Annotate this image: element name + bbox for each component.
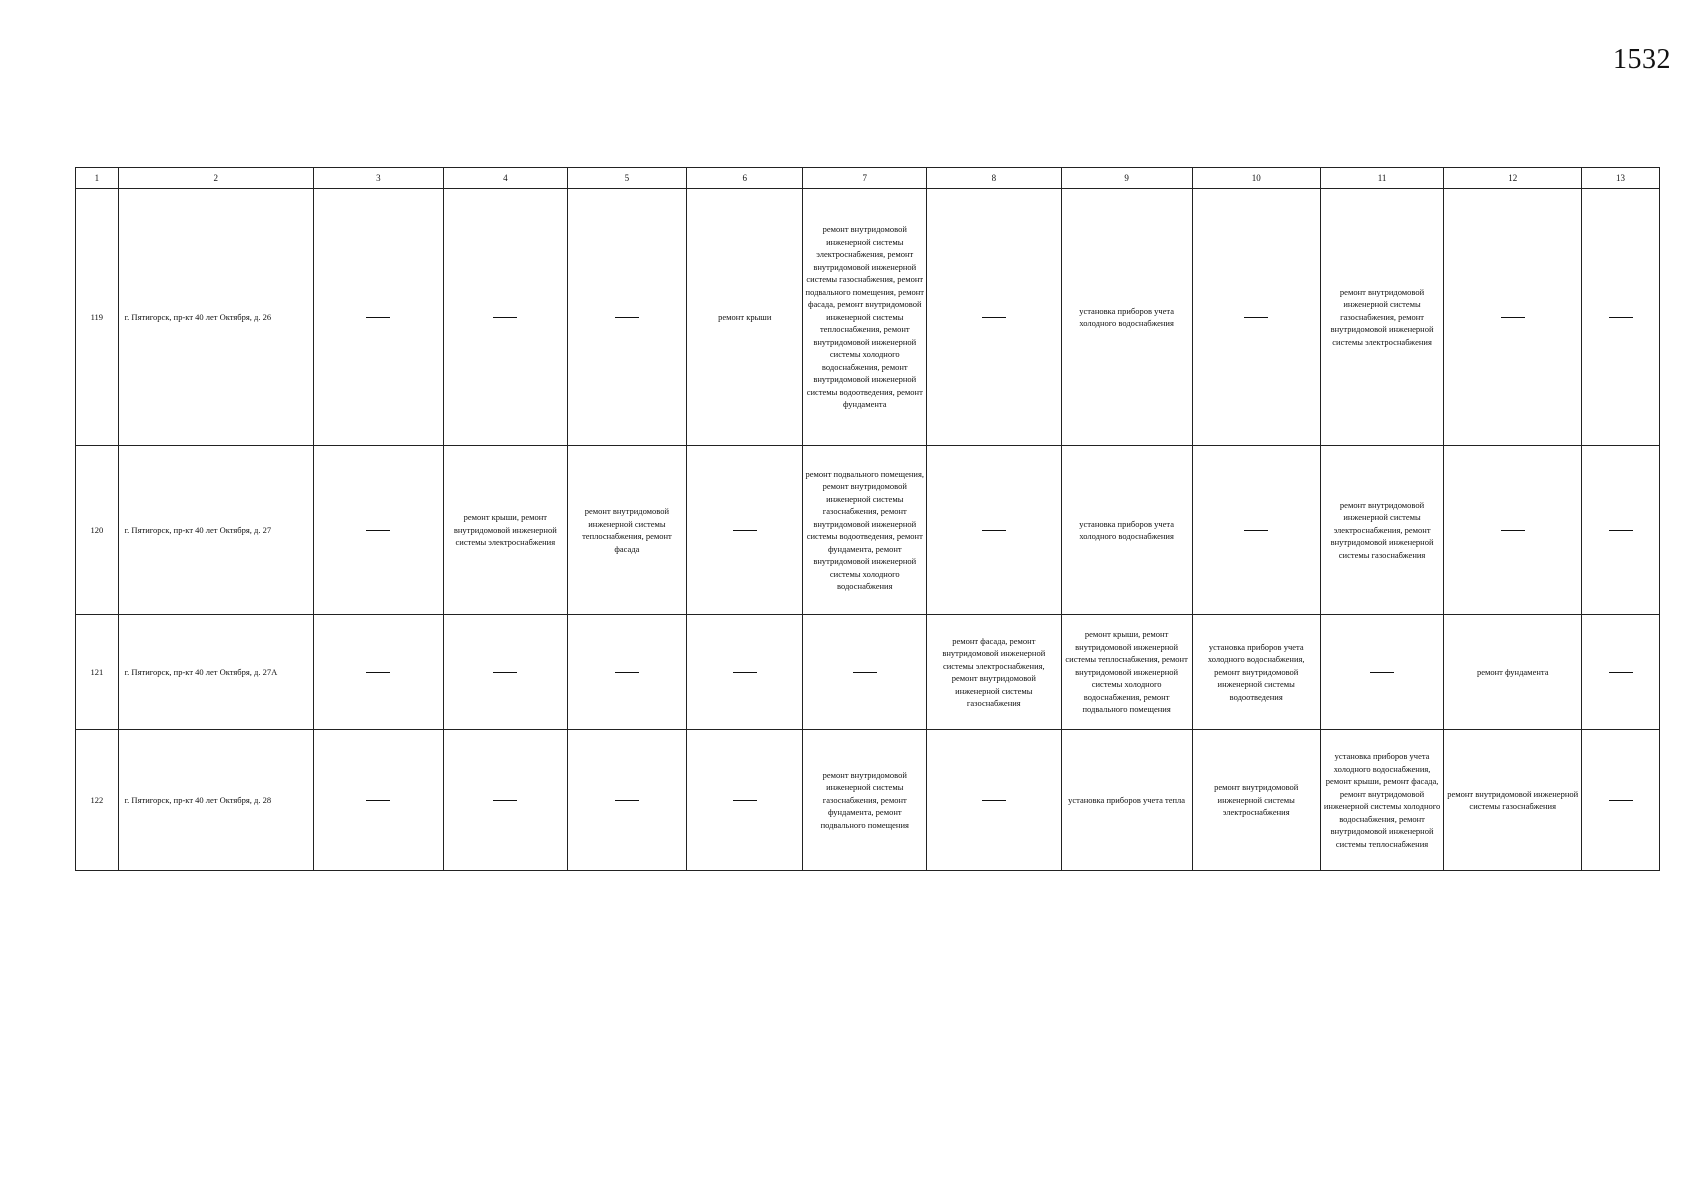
table-row [76, 189, 1660, 446]
table-cell: установка приборов учета холодного водоснабжения, ремонт крыши, ремонт фасада, ремонт внутридомовой инженерной системы холодного водоснабжения, ремонт внутридомовой инженерной системы теплоснабжения [1320, 730, 1444, 871]
table-cell: установка приборов учета тепла [1061, 730, 1192, 871]
table-cell [443, 615, 567, 730]
address-cell: г. Пятигорск, пр-кт 40 лет Октября, д. 28 [118, 730, 313, 871]
table-cell [1444, 189, 1582, 446]
table-cell [1192, 446, 1320, 615]
empty-dash [982, 800, 1006, 801]
table-row [76, 730, 1660, 871]
address-cell: г. Пятигорск, пр-кт 40 лет Октября, д. 26 [118, 189, 313, 446]
table-row [76, 446, 1660, 615]
table-cell [687, 615, 803, 730]
column-number-cell: 3 [313, 168, 443, 189]
table-cell [1582, 615, 1660, 730]
column-number-cell: 13 [1582, 168, 1660, 189]
table-cell: ремонт подвального помещения, ремонт внутридомовой инженерной системы газоснабжения, ремонт внутридомовой инженерной системы водоотведения, ремонт фундамента, ремонт внутридомовой инженерной системы холодного водоснабжения [803, 446, 927, 615]
empty-dash [493, 317, 517, 318]
empty-dash [1501, 530, 1525, 531]
empty-dash [366, 530, 390, 531]
empty-dash [1609, 800, 1633, 801]
column-number-cell: 8 [927, 168, 1061, 189]
table-cell [567, 615, 686, 730]
table-cell [1320, 615, 1444, 730]
table-cell [927, 446, 1061, 615]
column-number-cell: 10 [1192, 168, 1320, 189]
table-row [76, 615, 1660, 730]
empty-dash [1609, 317, 1633, 318]
column-number-cell: 1 [76, 168, 119, 189]
page-number: 1532 [1613, 44, 1671, 75]
empty-dash [493, 800, 517, 801]
column-number-cell: 6 [687, 168, 803, 189]
table-cell [443, 189, 567, 446]
table-cell [1582, 730, 1660, 871]
empty-dash [615, 317, 639, 318]
address-cell: г. Пятигорск, пр-кт 40 лет Октября, д. 27 [118, 446, 313, 615]
table-cell: ремонт крыши, ремонт внутридомовой инженерной системы теплоснабжения, ремонт внутридомовой инженерной системы холодного водоснабжения, ремонт подвального помещения [1061, 615, 1192, 730]
table-cell [1444, 446, 1582, 615]
row-number-cell: 121 [76, 615, 119, 730]
empty-dash [982, 530, 1006, 531]
column-number-cell: 9 [1061, 168, 1192, 189]
empty-dash [493, 672, 517, 673]
column-number-cell: 12 [1444, 168, 1582, 189]
column-number-cell: 2 [118, 168, 313, 189]
table-cell [313, 189, 443, 446]
empty-dash [1244, 530, 1268, 531]
table-cell: установка приборов учета холодного водоснабжения [1061, 446, 1192, 615]
empty-dash [982, 317, 1006, 318]
empty-dash [1370, 672, 1394, 673]
table-cell [803, 615, 927, 730]
column-number-cell: 11 [1320, 168, 1444, 189]
table-cell: установка приборов учета холодного водоснабжения, ремонт внутридомовой инженерной системы водоотведения [1192, 615, 1320, 730]
table-cell: установка приборов учета холодного водоснабжения [1061, 189, 1192, 446]
table-cell: ремонт внутридомовой инженерной системы электроснабжения [1192, 730, 1320, 871]
table-cell [567, 189, 686, 446]
row-number-cell: 122 [76, 730, 119, 871]
empty-dash [1609, 530, 1633, 531]
empty-dash [1244, 317, 1268, 318]
empty-dash [366, 800, 390, 801]
empty-dash [1501, 317, 1525, 318]
table-cell: ремонт фундамента [1444, 615, 1582, 730]
empty-dash [733, 800, 757, 801]
table-cell [927, 189, 1061, 446]
table-cell [443, 730, 567, 871]
table-cell [1192, 189, 1320, 446]
table-cell [687, 730, 803, 871]
column-number-row [76, 168, 1660, 189]
table-cell: ремонт внутридомовой инженерной системы газоснабжения, ремонт фундамента, ремонт подвального помещения [803, 730, 927, 871]
table-cell [567, 730, 686, 871]
row-number-cell: 120 [76, 446, 119, 615]
empty-dash [1609, 672, 1633, 673]
table-cell: ремонт внутридомовой инженерной системы теплоснабжения, ремонт фасада [567, 446, 686, 615]
table-cell: ремонт крыши, ремонт внутридомовой инженерной системы электроснабжения [443, 446, 567, 615]
address-cell: г. Пятигорск, пр-кт 40 лет Октября, д. 27А [118, 615, 313, 730]
empty-dash [615, 800, 639, 801]
table-cell: ремонт крыши [687, 189, 803, 446]
empty-dash [366, 317, 390, 318]
row-number-cell: 119 [76, 189, 119, 446]
table-cell [313, 730, 443, 871]
column-number-cell: 4 [443, 168, 567, 189]
empty-dash [366, 672, 390, 673]
table-cell: ремонт внутридомовой инженерной системы электроснабжения, ремонт внутридомовой инженерной системы газоснабжения, ремонт подвального помещения, ремонт фасада, ремонт внутридомовой инженерной системы теплоснабжения, ремонт внутридомовой инженерной системы холодного водоснабжения, ремонт внутридомовой инженерной системы водоотведения, ремонт фундамента [803, 189, 927, 446]
table-cell [927, 730, 1061, 871]
table-cell: ремонт внутридомовой инженерной системы электроснабжения, ремонт внутридомовой инженерной системы газоснабжения [1320, 446, 1444, 615]
column-number-cell: 7 [803, 168, 927, 189]
table-cell: ремонт фасада, ремонт внутридомовой инженерной системы электроснабжения, ремонт внутридомовой инженерной системы газоснабжения [927, 615, 1061, 730]
table-cell [313, 615, 443, 730]
table-cell [687, 446, 803, 615]
column-number-cell: 5 [567, 168, 686, 189]
empty-dash [733, 530, 757, 531]
empty-dash [853, 672, 877, 673]
empty-dash [733, 672, 757, 673]
table-cell: ремонт внутридомовой инженерной системы газоснабжения, ремонт внутридомовой инженерной системы электроснабжения [1320, 189, 1444, 446]
repair-schedule-table [75, 167, 1660, 871]
table-cell [1582, 446, 1660, 615]
table-cell: ремонт внутридомовой инженерной системы газоснабжения [1444, 730, 1582, 871]
table-cell [313, 446, 443, 615]
table-cell [1582, 189, 1660, 446]
empty-dash [615, 672, 639, 673]
